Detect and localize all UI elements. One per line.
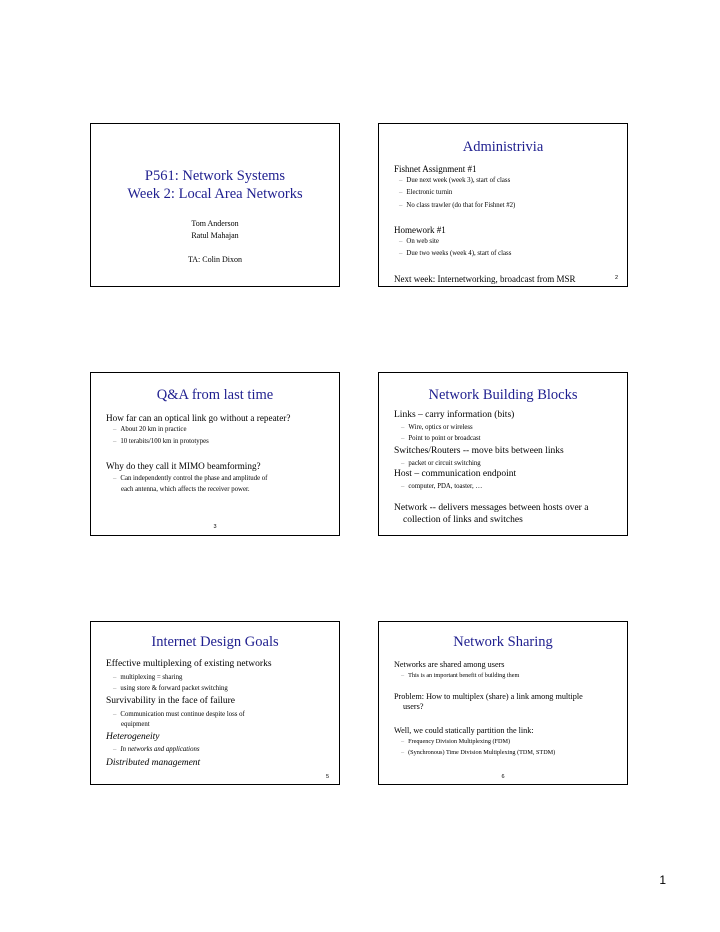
point-problem-cont: users? [403, 702, 424, 711]
bullet-links: Links – carry information (bits) [394, 410, 515, 420]
slide-heading: Network Building Blocks [428, 387, 578, 403]
bullet-host: Host – communication endpoint [394, 469, 517, 479]
slide-heading: Q&A from last time [156, 387, 274, 403]
slide-design-goals [90, 621, 340, 785]
sub-bullet: – packet or circuit switching [401, 460, 481, 467]
sub-bullet: – multiplexing = sharing [113, 674, 183, 681]
slide-administrivia [378, 123, 628, 287]
sub-bullet: – Can independently control the phase and amplitude of [113, 475, 268, 482]
sub-bullet: – Due next week (week 3), start of class [399, 177, 511, 184]
bullet-fishnet: Fishnet Assignment #1 [394, 164, 477, 174]
sub-bullet: – No class trawler (do that for Fishnet #2) [399, 202, 516, 209]
sheet-page-number: 1 [659, 873, 666, 887]
slide-building-blocks [378, 372, 628, 536]
slide-number: 2 [614, 275, 618, 281]
sub-bullet: – 10 terabits/100 km in prototypes [113, 438, 209, 445]
slide-heading: Internet Design Goals [151, 634, 279, 650]
sub-bullet: – using store & forward packet switching [113, 685, 228, 692]
sub-bullet: – In networks and applications [113, 746, 200, 753]
sub-bullet: – (Synchronous) Time Division Multiplexing (TDM, STDM) [401, 749, 556, 756]
sub-bullet: – Due two weeks (week 4), start of class [399, 250, 512, 257]
sub-bullet: – Electronic turnin [399, 189, 453, 196]
slide-number: 5 [325, 774, 329, 780]
sub-bullet: – Wire, optics or wireless [401, 424, 473, 431]
bullet-next-week: Next week: Internetworking, broadcast from MSR [394, 274, 576, 284]
slide-number: 6 [501, 774, 505, 780]
question-2: Why do they call it MIMO beamforming? [106, 461, 261, 471]
slide-title [90, 123, 340, 287]
author-1: Tom Anderson [191, 219, 239, 228]
slide-qa [90, 372, 340, 536]
bullet-network-cont: collection of links and switches [403, 515, 523, 525]
bullet-homework: Homework #1 [394, 225, 446, 235]
sub-bullet: – Frequency Division Multiplexing (FDM) [401, 738, 511, 745]
question-1: How far can an optical link go without a repeater? [106, 413, 291, 423]
sub-bullet-cont: each antenna, which affects the receiver power. [121, 486, 250, 493]
goal-survivability: Survivability in the face of failure [106, 696, 235, 706]
slide-heading: Administrivia [462, 139, 544, 155]
goal-multiplexing: Effective multiplexing of existing networks [106, 659, 272, 669]
bullet-network: Network -- delivers messages between hosts over a [394, 503, 589, 513]
sub-bullet: – On web site [399, 238, 439, 245]
slide-heading: Network Sharing [453, 634, 553, 650]
lecture-title: Week 2: Local Area Networks [127, 186, 303, 202]
ta-name: TA: Colin Dixon [187, 255, 243, 264]
sub-bullet: – computer, PDA, toaster, … [401, 483, 483, 490]
point-partition: Well, we could statically partition the link: [394, 726, 534, 735]
goal-distributed-mgmt: Distributed management [106, 758, 201, 768]
sub-bullet: – Communication must continue despite loss of [113, 711, 245, 718]
slide-number: 3 [213, 524, 217, 530]
point-shared: Networks are shared among users [394, 660, 505, 669]
course-title: P561: Network Systems [144, 168, 286, 184]
bullet-switches: Switches/Routers -- move bits between links [394, 446, 564, 456]
sub-bullet: – Point to point or broadcast [401, 435, 481, 442]
sub-bullet: – About 20 km in practice [113, 426, 187, 433]
point-problem: Problem: How to multiplex (share) a link among multiple [394, 692, 583, 701]
slide-network-sharing [378, 621, 628, 785]
sub-bullet: – This is an important benefit of building them [401, 672, 520, 679]
sub-bullet-cont: equipment [121, 721, 150, 728]
author-2: Ratul Mahajan [191, 231, 239, 240]
goal-heterogeneity: Heterogeneity [106, 732, 160, 742]
